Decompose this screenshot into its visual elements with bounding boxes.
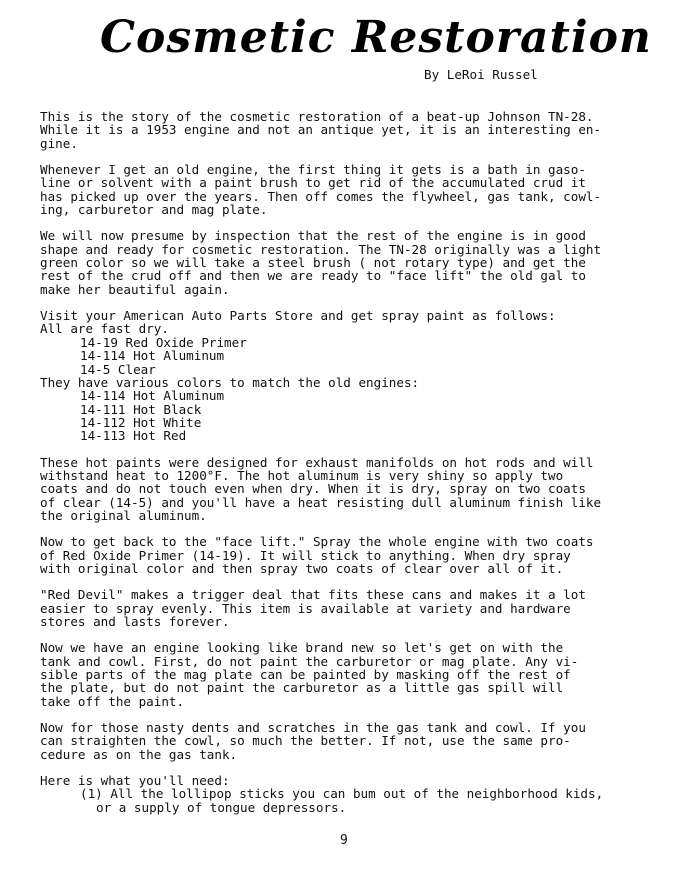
text-line: the plate, but do not paint the carburetor as a little gas spill will [40,680,564,696]
colors-intro: They have various colors to match the old engines: [40,374,420,390]
text-line: tank and cowl. First, do not paint the carburetor or mag plate. Any vi- [40,653,579,669]
text-line: line or solvent with a paint brush to get rid of the accumulated crud it [40,175,586,191]
text-line: make her beautiful again. [40,281,230,297]
text-line: Now we have an engine looking like brand new so let's get on with the [40,640,564,656]
text-line: of clear (14-5) and you'll have a heat resisting dull aluminum finish like [40,494,602,510]
paragraph-hot-paints [40,456,670,523]
text-line: coats and do not touch even when dry. When it is dry, spray on two coats [40,481,586,497]
needs-intro: Here is what you'll need: [40,773,230,789]
text-line: Now for those nasty dents and scratches in the gas tank and cowl. If you [40,720,586,736]
text-line: gine. [40,135,78,151]
paint-list-section [40,309,670,442]
text-line: withstand heat to 1200°F. The hot aluminum is very shiny so apply two [40,467,564,483]
paragraph-dents [40,721,670,761]
needs-item-continued: or a supply of tongue depressors. [96,799,347,815]
text-line: These hot paints were designed for exhaust manifolds on hot rods and will [40,454,594,470]
needs-item: (1) All the lollipop sticks you can bum out of the neighborhood kids, [80,786,604,802]
text-line: can straighten the cowl, so much the better. If not, use the same pro- [40,733,571,749]
text-line: rest of the crud off and then we are ready to "face lift" the old gal to [40,268,586,284]
page-number: 9 [340,833,348,848]
text-line: We will now presume by inspection that the rest of the engine is in good [40,228,586,244]
text-line: Whenever I get an old engine, the first thing it gets is a bath in gaso- [40,162,586,178]
text-line: of Red Oxide Primer (14-19). It will stick to anything. When dry spray [40,547,571,563]
paint-list-item: 14-19 Red Oxide Primer [80,334,247,350]
text-line: While it is a 1953 engine and not an antique yet, it is an interesting en- [40,122,602,138]
text-line: cedure as on the gas tank. [40,746,238,762]
color-list-item: 14-112 Hot White [80,414,202,430]
paint-list-item: 14-114 Hot Aluminum [80,348,225,364]
article-body [40,110,670,827]
author-byline: By LeRoi Russel [424,67,538,82]
text-line: the original aluminum. [40,507,207,523]
paragraph-face-lift [40,535,670,575]
paragraph-tank-cowl [40,641,670,708]
text-line: This is the story of the cosmetic restoration of a beat-up Johnson TN-28. [40,109,594,124]
needs-section [40,774,670,814]
paragraph-intro [40,110,670,150]
paragraph-red-devil [40,588,670,628]
text-line: sible parts of the mag plate can be painted by masking off the rest of [40,667,571,683]
color-list-item: 14-111 Hot Black [80,401,202,417]
paragraph-cleaning [40,163,670,216]
article-title: Cosmetic Restoration [100,12,652,63]
text-line: "Red Devil" makes a trigger deal that fits these cans and makes it a lot [40,587,586,603]
text-line: shape and ready for cosmetic restoration. The TN-28 originally was a light [40,241,602,257]
text-line: green color so we will take a steel brush ( not rotary type) and get the [40,255,586,271]
text-line: Now to get back to the "face lift." Spray the whole engine with two coats [40,534,594,550]
text-line: easier to spray evenly. This item is available at variety and hardware [40,600,571,616]
text-line: has picked up over the years. Then off comes the flywheel, gas tank, cowl- [40,188,602,204]
text-line: with original color and then spray two coats of clear over all of it. [40,560,564,576]
paint-intro: Visit your American Auto Parts Store and get spray paint as follows: [40,308,556,324]
color-list-item: 14-113 Hot Red [80,428,187,444]
color-list-item: 14-114 Hot Aluminum [80,388,225,404]
paint-intro-note: All are fast dry. [40,321,169,337]
text-line: ing, carburetor and mag plate. [40,202,268,218]
paint-list-item: 14-5 Clear [80,361,156,377]
paragraph-inspection [40,229,670,296]
text-line: take off the paint. [40,693,185,709]
text-line: stores and lasts forever. [40,614,230,629]
